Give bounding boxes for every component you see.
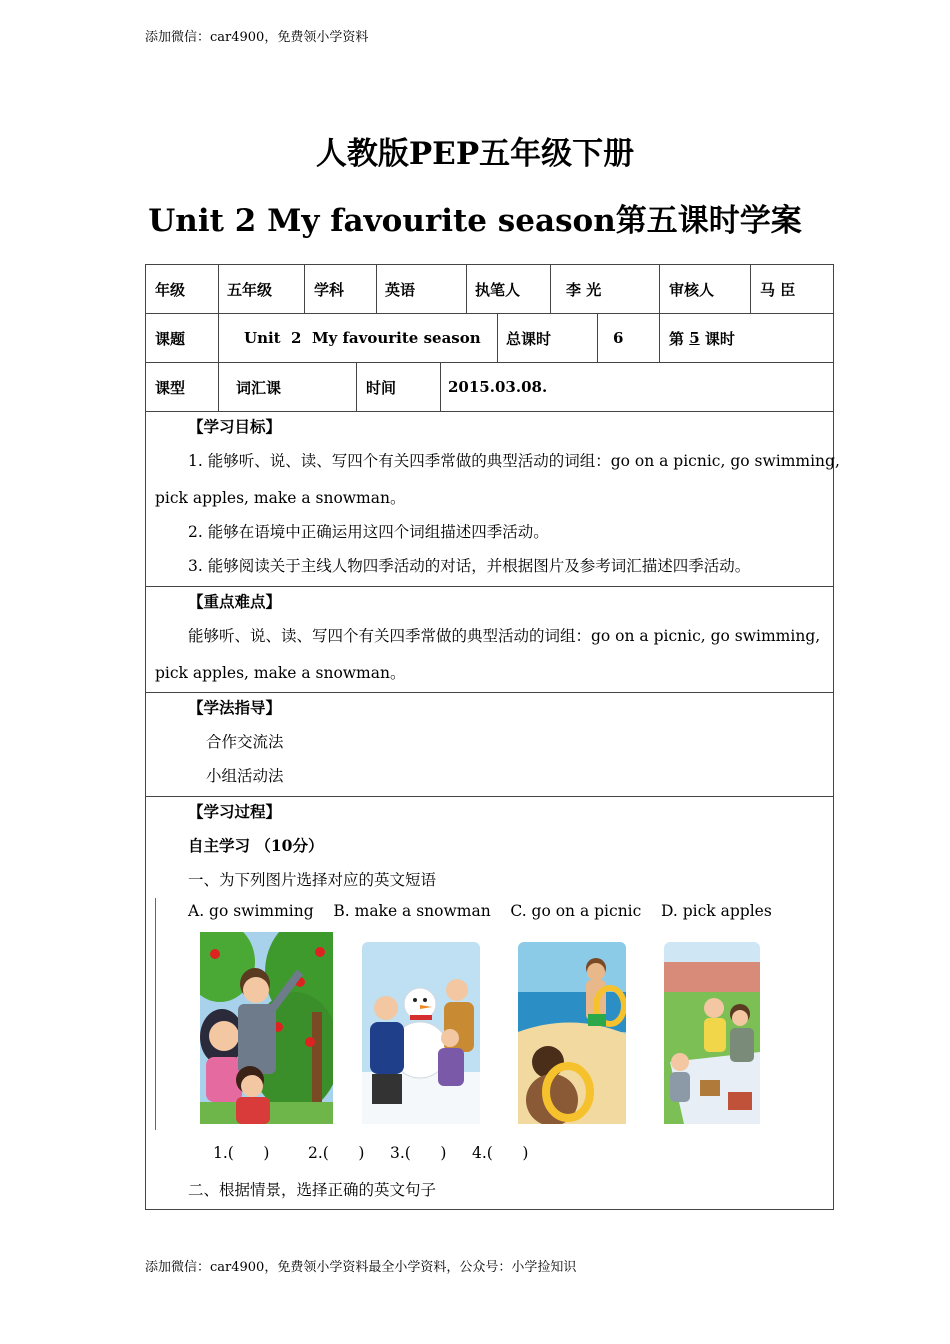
goal-3: 3. 能够阅读关于主线人物四季活动的对话，并根据图片及参考词汇描述四季活动。 [188, 557, 751, 575]
writer-label: 执笔人 [475, 280, 521, 299]
total-lessons-value: 6 [613, 329, 624, 347]
info-row-2 [145, 313, 834, 363]
page-title-line1: 人教版PEP五年级下册 [315, 136, 635, 172]
key-point-1a: 能够听、说、读、写四个有关四季常做的典型活动的词组：go on a picnic, go swimming, [188, 627, 821, 645]
time-value: 2015.03.08. [448, 378, 548, 396]
info-row-3 [145, 362, 834, 412]
total-lessons-label: 总课时 [506, 329, 552, 348]
reviewer-label: 审核人 [669, 280, 715, 299]
self-study-label: 自主学习 （10分） [188, 836, 324, 855]
goals-heading: 【学习目标】 [188, 417, 282, 436]
type-value: 词汇课 [236, 378, 282, 397]
question-2-title: 二、根据情景，选择正确的英文句子 [188, 1181, 437, 1199]
lesson-prefix: 第 [669, 329, 690, 348]
question-1-options: A. go swimming B. make a snowman C. go on a picnic D. pick apples [188, 902, 772, 920]
method-heading: 【学法指导】 [188, 698, 282, 717]
blank-1[interactable]: 1.( ) [213, 1144, 270, 1162]
lesson-suffix: 课时 [699, 329, 735, 348]
grade-label: 年级 [155, 280, 186, 299]
page-title-line2: Unit 2 My favourite season第五课时学案 [148, 203, 802, 239]
key-point-1b: pick apples, make a snowman。 [155, 664, 406, 682]
goal-1b: pick apples, make a snowman。 [155, 489, 406, 507]
type-label: 课型 [155, 378, 186, 397]
picture-pick-apples [200, 932, 333, 1124]
blank-4[interactable]: 4.( ) [472, 1144, 529, 1162]
picture-go-swimming [518, 942, 626, 1124]
time-label: 时间 [366, 378, 397, 397]
blank-2[interactable]: 2.( ) [308, 1144, 365, 1162]
writer-value: 李 光 [566, 280, 602, 299]
footer-note: 添加微信：car4900，免费领小学资料最全小学资料，公众号：小学捡知识 [145, 1260, 577, 1275]
goal-2: 2. 能够在语境中正确运用这四个词组描述四季活动。 [188, 523, 549, 541]
info-row-1 [145, 264, 834, 314]
subject-label: 学科 [314, 280, 345, 299]
picture-make-a-snowman [362, 942, 480, 1124]
header-note: 添加微信：car4900，免费领小学资料 [145, 30, 369, 45]
topic-value: Unit 2 My favourite season [244, 329, 481, 347]
method-item-2: 小组活动法 [206, 767, 284, 785]
question-1-title: 一、为下列图片选择对应的英文短语 [188, 871, 437, 889]
process-heading: 【学习过程】 [188, 802, 282, 821]
key-points-heading: 【重点难点】 [188, 592, 282, 611]
margin-bar [155, 898, 156, 1130]
method-item-1: 合作交流法 [206, 733, 284, 751]
picture-go-on-a-picnic [664, 942, 760, 1124]
subject-value: 英语 [385, 280, 416, 299]
lesson-number-value: 5 [689, 329, 700, 347]
lesson-number [669, 314, 735, 362]
blank-3[interactable]: 3.( ) [390, 1144, 447, 1162]
goal-1a: 1. 能够听、说、读、写四个有关四季常做的典型活动的词组：go on a picnic, go swimming, [188, 452, 840, 470]
topic-label: 课题 [155, 329, 186, 348]
grade-value: 五年级 [227, 280, 273, 299]
reviewer-value: 马 臣 [760, 280, 796, 299]
